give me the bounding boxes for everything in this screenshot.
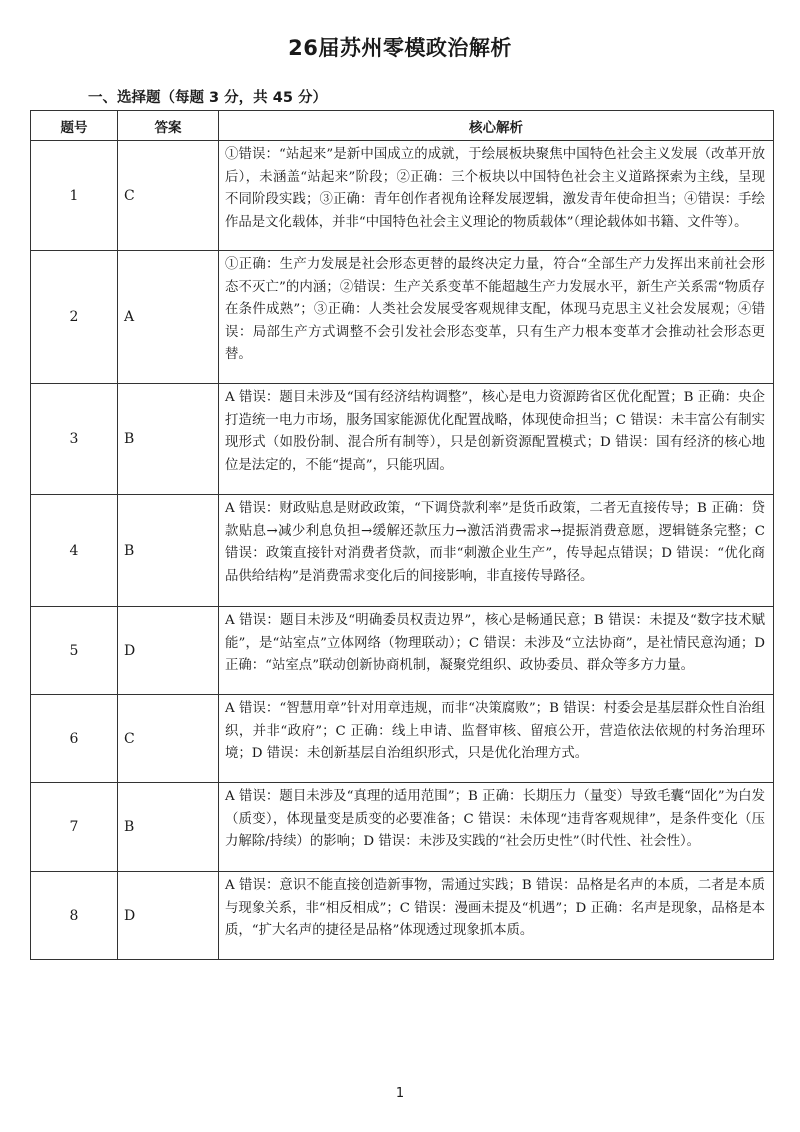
- answer-choice: C: [118, 695, 219, 783]
- analysis-text: A 错误：意识不能直接创造新事物，需通过实践；B 错误：品格是名声的本质，二者是本质与现象关系，非“相反相成”；C 错误：漫画未提及“机遇”；D 正确：名声是现象，品格是本质，“扩大名声的捷径是品格”体现透过现象抓本质。: [219, 872, 774, 960]
- table-row: [31, 495, 774, 607]
- answer-table: [30, 110, 774, 960]
- question-number: 8: [31, 872, 118, 960]
- answer-choice: B: [118, 495, 219, 607]
- header-answer: 答案: [118, 111, 219, 141]
- table-row: [31, 872, 774, 960]
- table-row: [31, 783, 774, 872]
- answer-choice: A: [118, 251, 219, 384]
- analysis-text: ①错误：“站起来”是新中国成立的成就，于绘展板块聚焦中国特色社会主义发展（改革开放后），未涵盖“站起来”阶段；②正确：三个板块以中国特色社会主义道路探索为主线，呈现不同阶段实践；③正确：青年创作者视角诠释发展逻辑，激发青年使命担当；④错误：手绘作品是文化载体，并非“中国特色社会主义理论的物质载体”（理论载体如书籍、文件等）。: [219, 141, 774, 251]
- analysis-text: A 错误：财政贴息是财政政策，“下调贷款利率”是货币政策，二者无直接传导；B 正确：贷款贴息→减少利息负担→缓解还款压力→激活消费需求→提振消费意愿，逻辑链条完整；C 错误：政策直接针对消费者贷款，而非“刺激企业生产”，传导起点错误；D 错误：“优化商品供给结构”是消费需求变化后的间接影响，非直接传导路径。: [219, 495, 774, 607]
- header-core-analysis: 核心解析: [219, 111, 774, 141]
- question-number: 7: [31, 783, 118, 872]
- answer-choice: D: [118, 872, 219, 960]
- answer-choice: B: [118, 783, 219, 872]
- analysis-text: A 错误：“智慧用章”针对用章违规，而非“决策腐败”；B 错误：村委会是基层群众性自治组织，并非“政府”；C 正确：线上申请、监督审核、留痕公开，营造依法依规的村务治理环境；D 错误：未创新基层自治组织形式，只是优化治理方式。: [219, 695, 774, 783]
- table-row: [31, 251, 774, 384]
- question-number: 2: [31, 251, 118, 384]
- question-number: 6: [31, 695, 118, 783]
- question-number: 1: [31, 141, 118, 251]
- table-row: [31, 384, 774, 495]
- table-row: [31, 607, 774, 695]
- document-title: 26届苏州零模政治解析: [288, 36, 512, 60]
- analysis-text: A 错误：题目未涉及“真理的适用范围”；B 正确：长期压力（量变）导致毛囊“固化”为白发（质变），体现量变是质变的必要准备；C 错误：未体现“违背客观规律”，是条件变化（压力解除/持续）的影响；D 错误：未涉及实践的“社会历史性”（时代性、社会性）。: [219, 783, 774, 872]
- question-number: 3: [31, 384, 118, 495]
- analysis-text: A 错误：题目未涉及“明确委员权责边界”，核心是畅通民意；B 错误：未提及“数字技术赋能”，是“站室点”立体网络（物理联动）；C 错误：未涉及“立法协商”，是社情民意沟通；D 正确：“站室点”联动创新协商机制，凝聚党组织、政协委员、群众等多方力量。: [219, 607, 774, 695]
- answer-choice: D: [118, 607, 219, 695]
- table-row: [31, 141, 774, 251]
- page-number: 1: [395, 1086, 405, 1101]
- section-heading: 一、选择题（每题 3 分，共 45 分）: [88, 90, 327, 106]
- question-number: 5: [31, 607, 118, 695]
- answer-choice: C: [118, 141, 219, 251]
- table-header-row: [31, 111, 774, 141]
- analysis-text: ①正确：生产力发展是社会形态更替的最终决定力量，符合“全部生产力发挥出来前社会形态不灭亡”的内涵；②错误：生产关系变革不能超越生产力发展水平，新生产关系需“物质存在条件成熟”；③正确：人类社会发展受客观规律支配，体现马克思主义社会发展观；④错误：局部生产方式调整不会引发社会形态变革，只有生产力根本变革才会推动社会形态更替。: [219, 251, 774, 384]
- question-number: 4: [31, 495, 118, 607]
- table-row: [31, 695, 774, 783]
- answer-choice: B: [118, 384, 219, 495]
- analysis-text: A 错误：题目未涉及“国有经济结构调整”，核心是电力资源跨省区优化配置；B 正确：央企打造统一电力市场，服务国家能源优化配置战略，体现使命担当；C 错误：未丰富公有制实现形式（如股份制、混合所有制等），只是创新资源配置模式；D 错误：国有经济的核心地位是法定的，不能“提高”，只能巩固。: [219, 384, 774, 495]
- header-question-number: 题号: [31, 111, 118, 141]
